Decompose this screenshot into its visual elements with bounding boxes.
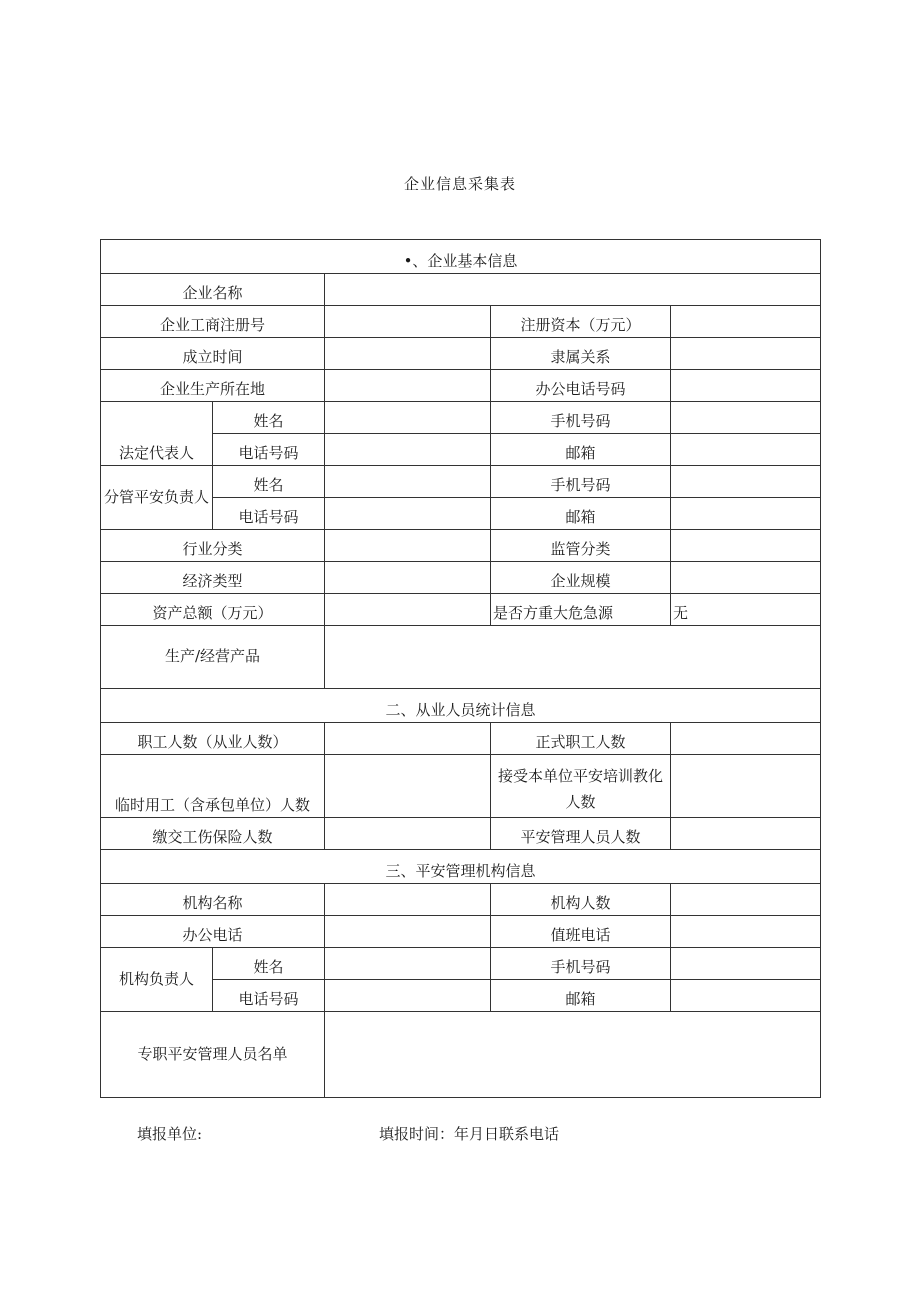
field-safety-head-phone[interactable] [325, 498, 491, 530]
table-row [101, 948, 821, 980]
field-insured[interactable] [325, 818, 491, 850]
field-safety-staff[interactable] [671, 818, 821, 850]
field-products[interactable] [325, 626, 821, 689]
label-products: 生产/经营产品 [101, 626, 325, 689]
field-trained[interactable] [671, 755, 821, 818]
label-economy-type: 经济类型 [101, 562, 325, 594]
table-row [101, 370, 821, 402]
table-row [101, 755, 821, 818]
label-affiliation: 隶属关系 [491, 338, 671, 370]
field-staff-list[interactable] [325, 1012, 821, 1098]
label-org-head-name: 姓名 [213, 948, 325, 980]
field-legal-rep-email[interactable] [671, 434, 821, 466]
field-safety-head-email[interactable] [671, 498, 821, 530]
label-hazard-source: 是否方重大危急源 [491, 594, 671, 626]
table-row [101, 338, 821, 370]
label-supervision: 监管分类 [491, 530, 671, 562]
footer-unit: 填报单位: [137, 1125, 203, 1143]
label-legal-rep-name: 姓名 [213, 402, 325, 434]
field-reg-no[interactable] [325, 306, 491, 338]
field-legal-rep-phone[interactable] [325, 434, 491, 466]
field-temp[interactable] [325, 755, 491, 818]
field-safety-head-mobile[interactable] [671, 466, 821, 498]
info-form-table [100, 239, 821, 1098]
table-row [101, 562, 821, 594]
table-row [101, 884, 821, 916]
table-row [101, 306, 821, 338]
label-staff-list: 专职平安管理人员名单 [101, 1012, 325, 1098]
field-reg-capital[interactable] [671, 306, 821, 338]
field-founded[interactable] [325, 338, 491, 370]
label-safety-head-mobile: 手机号码 [491, 466, 671, 498]
field-org-head-phone[interactable] [325, 980, 491, 1012]
table-row [101, 850, 821, 884]
table-row [101, 240, 821, 274]
section-header: 二、从业人员统计信息 [101, 689, 821, 723]
field-org-name[interactable] [325, 884, 491, 916]
field-hazard-source[interactable]: 无 [671, 594, 821, 626]
label-org-office-phone: 办公电话 [101, 916, 325, 948]
label-office-phone: 办公电话号码 [491, 370, 671, 402]
label-org-head-email: 邮箱 [491, 980, 671, 1012]
field-location[interactable] [325, 370, 491, 402]
field-legal-rep-mobile[interactable] [671, 402, 821, 434]
field-affiliation[interactable] [671, 338, 821, 370]
label-legal-rep-phone: 电话号码 [213, 434, 325, 466]
field-duty-phone[interactable] [671, 916, 821, 948]
table-row [101, 626, 821, 689]
label-insured: 缴交工伤保险人数 [101, 818, 325, 850]
label-legal-rep: 法定代表人 [101, 402, 213, 466]
label-founded: 成立时间 [101, 338, 325, 370]
field-legal-rep-name[interactable] [325, 402, 491, 434]
label-org-head-mobile: 手机号码 [491, 948, 671, 980]
page-title: 企业信息采集表 [403, 175, 516, 193]
table-row [101, 818, 821, 850]
field-total-assets[interactable] [325, 594, 491, 626]
field-org-head-name[interactable] [325, 948, 491, 980]
field-scale[interactable] [671, 562, 821, 594]
label-org-head-phone: 电话号码 [213, 980, 325, 1012]
field-employees[interactable] [325, 723, 491, 755]
label-temp: 临时用工（含承包单位）人数 [101, 755, 325, 818]
field-org-count[interactable] [671, 884, 821, 916]
label-org-name: 机构名称 [101, 884, 325, 916]
field-company-name[interactable] [325, 274, 821, 306]
label-industry: 行业分类 [101, 530, 325, 562]
label-safety-staff: 平安管理人员人数 [491, 818, 671, 850]
table-row [101, 723, 821, 755]
field-org-head-email[interactable] [671, 980, 821, 1012]
label-trained: 接受本单位平安培训教化人数 [491, 755, 671, 818]
field-office-phone[interactable] [671, 370, 821, 402]
label-org-count: 机构人数 [491, 884, 671, 916]
label-location: 企业生产所在地 [101, 370, 325, 402]
label-employees: 职工人数（从业人数） [101, 723, 325, 755]
field-formal[interactable] [671, 723, 821, 755]
label-reg-capital: 注册资本（万元） [491, 306, 671, 338]
label-reg-no: 企业工商注册号 [101, 306, 325, 338]
field-industry[interactable] [325, 530, 491, 562]
table-row [101, 1012, 821, 1098]
field-org-office-phone[interactable] [325, 916, 491, 948]
table-row [101, 274, 821, 306]
footer-time: 填报时间：年月日联系电话 [379, 1125, 560, 1143]
label-org-head: 机构负责人 [101, 948, 213, 1012]
label-safety-head-email: 邮箱 [491, 498, 671, 530]
label-safety-head-name: 姓名 [213, 466, 325, 498]
label-safety-head-phone: 电话号码 [213, 498, 325, 530]
table-row [101, 466, 821, 498]
table-row [101, 530, 821, 562]
table-row [101, 402, 821, 434]
label-legal-rep-email: 邮箱 [491, 434, 671, 466]
field-safety-head-name[interactable] [325, 466, 491, 498]
table-row [101, 594, 821, 626]
field-org-head-mobile[interactable] [671, 948, 821, 980]
section-header: •、企业基本信息 [101, 240, 821, 274]
label-total-assets: 资产总额（万元） [101, 594, 325, 626]
section-header: 三、平安管理机构信息 [101, 850, 821, 884]
field-economy-type[interactable] [325, 562, 491, 594]
label-company-name: 企业名称 [101, 274, 325, 306]
label-formal: 正式职工人数 [491, 723, 671, 755]
table-row [101, 689, 821, 723]
label-legal-rep-mobile: 手机号码 [491, 402, 671, 434]
field-supervision[interactable] [671, 530, 821, 562]
label-duty-phone: 值班电话 [491, 916, 671, 948]
label-scale: 企业规模 [491, 562, 671, 594]
table-row [101, 916, 821, 948]
label-safety-head: 分管平安负责人 [101, 466, 213, 530]
